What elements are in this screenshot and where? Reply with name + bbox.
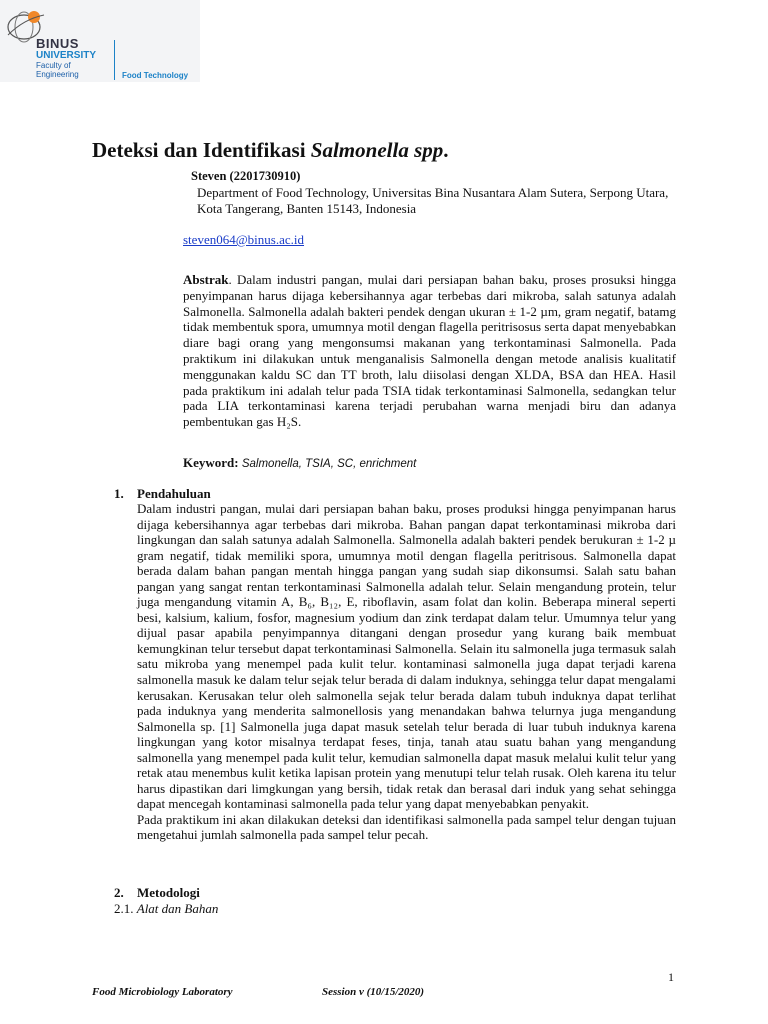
abstract [183,272,676,430]
paper-title: Deteksi dan Identifikasi Salmonella spp. [92,138,449,162]
section1-title: Pendahuluan [137,486,211,501]
section1-paragraph2: Pada praktikum ini akan dilakukan deteksi dan identifikasi salmonella pada sampel telur dengan tujuan mengetahui jumlah salmonella pada sampel telur pecah. [137,811,676,843]
footer-session: Session v (10/15/2020) [322,986,425,998]
keywords: Keyword: Salmonella, TSIA, SC, enrichment [183,455,417,470]
section2-number: 2. [114,885,124,900]
abstract-text: . Dalam industri pangan, mulai dari persiapan bahan baku, proses prosuksi hingga penyimpanan harus dijaga kebersihannya agar terbebas dari mikroba, salah satunya adalah Salmonella. Salmonella adalah bakteri pendek dengan ukuran ± 1-2 µm, gram negatif, batamg tidak membentuk spora, umumnya motil dengan flagella peritrisosus serta dapat menyebabkan diare bagi orang yang mengonsumsi makanan yang terkontaminasi Salmonella. Pada praktikum ini dilakukan untuk menganalisis Salmonella dengan metode analisis kualitatif menggunakan kaldu SC dan TT broth, lalu diisolasi dengan XLDA, BSA dan HEA. Hasil pada praktikum ini adalah telur pada TSIA tidak terkontaminasi Salmonella, sedangkan telur pada LIA terkontaminasi karena terjadi perubahan warna menjadi biru dan adanya pembentukan gas H₂S. [183,272,676,430]
logo-divider [114,40,115,80]
university-label: UNIVERSITY [36,50,97,61]
section1-number: 1. [114,486,124,501]
author-name: Steven (2201730910) [191,169,301,183]
department-label: Food Technology [122,71,189,80]
keyword-values: Salmonella, TSIA, SC, enrichment [241,458,417,470]
abstract-label: Abstrak [183,272,229,287]
faculty-line1: Faculty of [36,61,71,70]
section1-paragraph1: Dalam industri pangan, mulai dari persiapan bahan baku, proses produksi hingga penyimpanan harus dijaga kebersihannya agar terbebas dari mikroba. Bahan pangan dapat terkontaminasi mikroba dari lingkungan dan salah satunya adalah Salmonella. Salmonella adalah bakteri pendek berukuran ± 1-2 µ gram negatif, tidak memiliki spora, umumnya motil dengan flagella peritrisous. Salmonella dapat berada dalam bahan pangan mentah hingga pangan yang sudah siap dikonsumsi. Salah satu bahan pangan yang sangat rentan terkontaminasi Salmonella adalah telur. Selain mengandung protein, telur juga mengandung vitamin A, B₆, B₁₂, E, riboflavin, asam folat dan kolin. Beberapa mineral seperti besi, kalsium, kalium, fosfor, magnesium yodium dan zink terdapat dalam telur. Umumnya telur yang dijual pasar apabila penyimpannya ditangani dengan prosedur yang kurang baik membuat kemungkinan telur tersebut dapat terkontaminasi Salmonella. Selain itu salmonella juga termasuk salah satu mikroba yang menempel pada kulit telur. kontaminasi salmonella juga dapat terjadi karena salmonella masuk ke dalam telur sejak telur berada di dalam induknya, sehingga telur dapat mengalami kerusakan. Kerusakan telur oleh salmonella sejak telur berada dalam tubuh induknya dapat terlihat pada induknya yang menderita salmonellosis yang menandakan bahwa telurnya juga mengandung Salmonella sp. [1] Salmonella juga dapat masuk setelah telur berada di luar tubuh induknya karena lingkungan yang kotor misalnya terdapat feses, tinja, tanah atau suatu bahan yang mengandung salmonella yang menempel pada kulit telur, kemudian salmonella dapat masuk melalui kulit telur yang retak atau menembus kulit ketika lapisan protein yang menutupi telur telah rusak. Oleh karena itu telur harus dipastikan dari limgkungan yang bersih, tidak retak dan berasal dari induk yang sehat sehingga dapat mencegah kontaminasi salmonella pada telur yang dapat menyebabkan penyakit. [137,501,676,812]
page-number: 1 [668,970,674,984]
affiliation: Department of Food Technology, Universitas Bina Nusantara Alam Sutera, Serpong Utara, Kota Tangerang, Banten 15143, Indonesia [197,185,669,216]
footer-lab-name: Food Microbiology Laboratory [92,986,233,998]
section1-body [137,501,676,843]
section2-title: Metodologi [137,885,200,900]
brand-name: BINUS [36,36,79,51]
author-email-link[interactable]: steven064@binus.ac.id [183,232,305,247]
subsection-2-1: 2.1. Alat dan Bahan [114,901,219,916]
faculty-line2: Engineering [36,70,79,79]
